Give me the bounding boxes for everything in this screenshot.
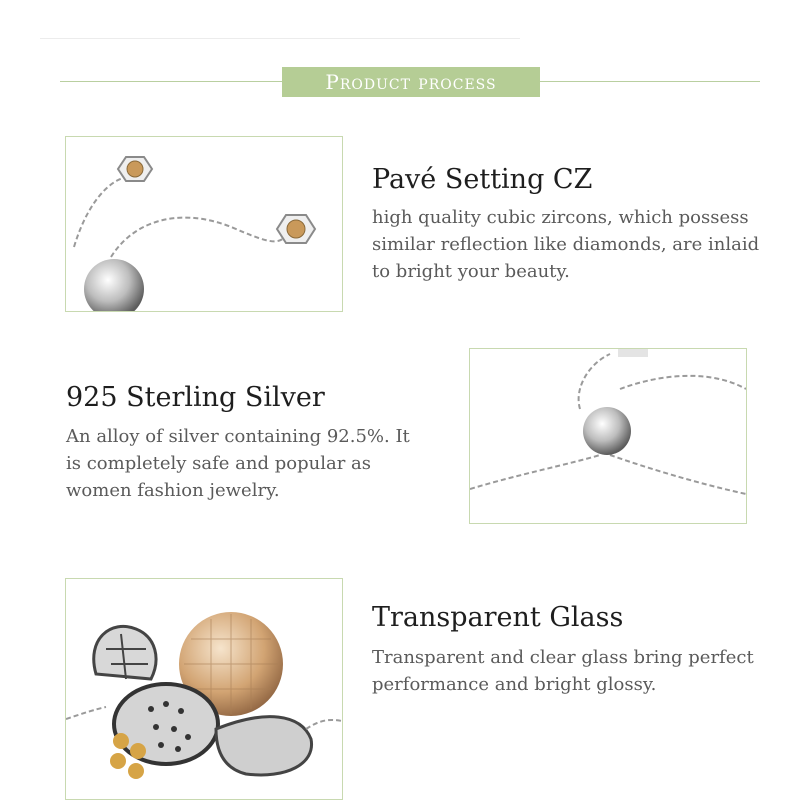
header-line-right xyxy=(540,81,760,82)
section-header: Product process xyxy=(282,67,540,97)
header-line-left xyxy=(60,81,282,82)
feature-title-pave: Pavé Setting CZ xyxy=(372,164,593,195)
feature-desc-pave: high quality cubic zircons, which possess similar reflection like diamonds, are inlaid to bright your beauty. xyxy=(372,207,760,282)
transparent-glass-photo xyxy=(65,578,343,800)
top-divider xyxy=(40,38,520,39)
feature-desc-silver: An alloy of silver containing 92.5%. It is completely safe and popular as women fashion jewelry. xyxy=(66,426,410,501)
pave-setting-photo xyxy=(65,136,343,312)
feature-title-silver: 925 Sterling Silver xyxy=(66,382,325,413)
feature-desc-glass: Transparent and clear glass bring perfect performance and bright glossy. xyxy=(372,647,754,695)
sterling-silver-photo xyxy=(469,348,747,524)
feature-title-glass: Transparent Glass xyxy=(372,602,624,633)
